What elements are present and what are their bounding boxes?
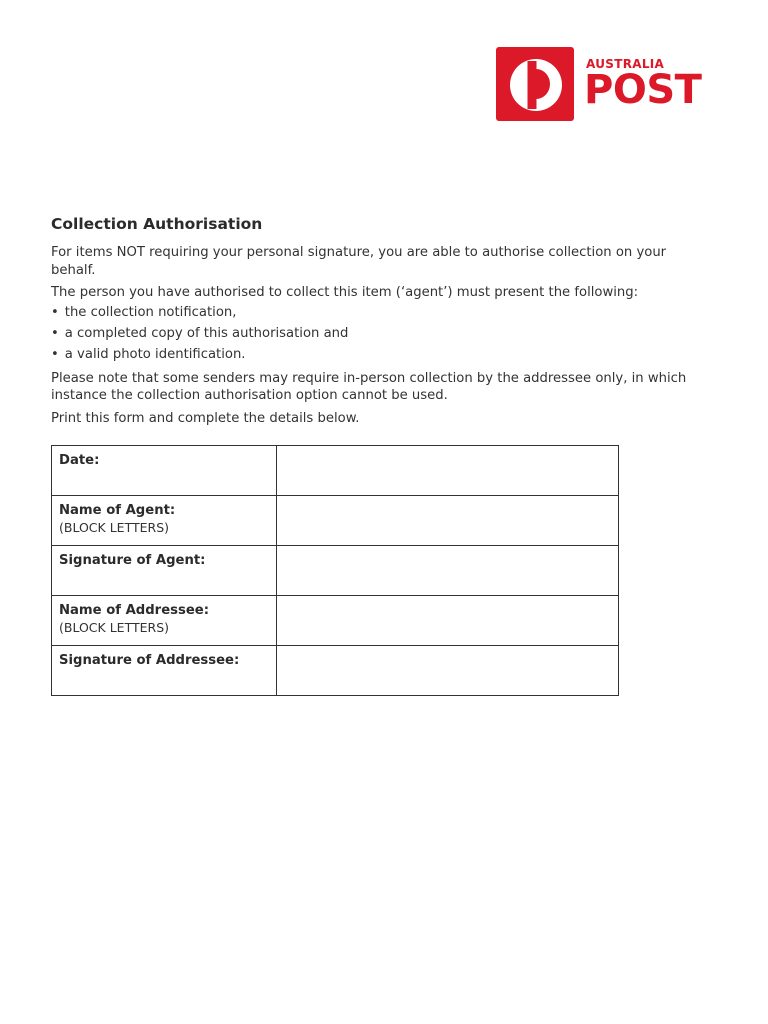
form-row-agent-signature [52, 546, 619, 596]
addressee-signature-label: Signature of Addressee: [59, 653, 240, 668]
agent-requirements-paragraph: The person you have authorised to collect this item (‘agent’) must present the following: [51, 285, 639, 300]
post-logo-icon [496, 47, 574, 121]
form-row-addressee-signature [52, 646, 619, 696]
instruction-paragraph: Print this form and complete the details below. [51, 410, 360, 426]
form-row-date [52, 446, 619, 496]
intro-paragraph: For items NOT requiring your personal signature, you are able to authorise collection on your behalf. [51, 245, 667, 278]
form-label-cell [52, 596, 277, 646]
addressee-name-field[interactable] [277, 596, 619, 646]
form-label-cell [52, 446, 277, 496]
list-item: • a completed copy of this authorisation and [51, 323, 711, 344]
agent-signature-field[interactable] [277, 546, 619, 596]
agent-name-field[interactable] [277, 496, 619, 546]
authorisation-text [51, 214, 711, 432]
requirements-list [51, 302, 711, 365]
agent-signature-label: Signature of Agent: [59, 553, 206, 568]
brand-line-australia: AUSTRALIA [586, 57, 665, 71]
page-title: Collection Authorisation [51, 215, 263, 233]
form-label-cell [52, 496, 277, 546]
brand-line-post: POST [584, 67, 702, 113]
date-label: Date: [59, 453, 100, 468]
authorisation-form [51, 445, 619, 696]
addressee-signature-field[interactable] [277, 646, 619, 696]
date-field[interactable] [277, 446, 619, 496]
form-row-addressee-name [52, 596, 619, 646]
form-row-agent-name [52, 496, 619, 546]
list-item: • a valid photo identification. [51, 344, 711, 365]
addressee-name-label: Name of Addressee: [59, 603, 209, 618]
australia-post-logo [496, 47, 718, 121]
agent-name-sublabel: (BLOCK LETTERS) [59, 520, 170, 535]
form-label-cell [52, 546, 277, 596]
agent-name-label: Name of Agent: [59, 503, 176, 518]
list-item: • the collection notification, [51, 302, 711, 323]
addressee-name-sublabel: (BLOCK LETTERS) [59, 620, 170, 635]
note-paragraph: Please note that some senders may require in-person collection by the addressee only, in which instance the collection authorisation option cannot be used. [51, 370, 687, 403]
form-label-cell [52, 646, 277, 696]
